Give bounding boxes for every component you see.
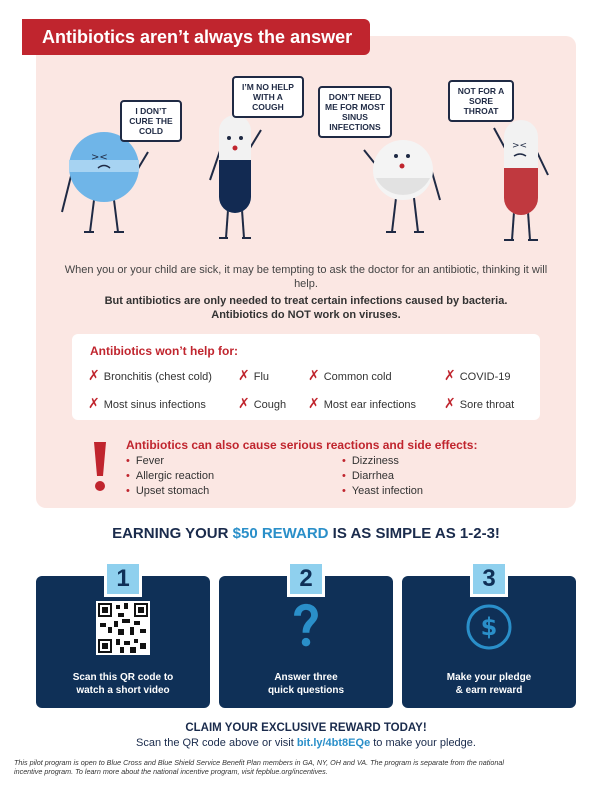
x-icon: ✗ [308, 395, 320, 411]
list-item: ✗ Most ear infections [308, 395, 417, 411]
wont-help-title: Antibiotics won’t help for: [90, 344, 238, 358]
svg-text:><: >< [91, 152, 108, 163]
intro-bold-line-1: But antibiotics are only needed to treat certain infections caused by bacteria. [104, 295, 508, 307]
claim-heading: CLAIM YOUR EXCLUSIVE REWARD TODAY! [185, 722, 427, 734]
list-item: • Dizziness [342, 455, 399, 467]
x-icon: ✗ [238, 367, 250, 383]
step-number: 3 [470, 561, 508, 597]
wont-help-card [72, 334, 540, 420]
list-item: • Yeast infection [342, 485, 423, 497]
intro-bold-line-2: Antibiotics do NOT work on viruses. [211, 309, 401, 321]
sign-sinus: DON’T NEED ME FOR MOST SINUS INFECTIONS [318, 86, 392, 138]
x-icon: ✗ [444, 395, 456, 411]
intro-bold-text [60, 294, 552, 322]
question-mark-icon [289, 602, 323, 650]
footer-disclaimer: This pilot program is open to Blue Cross and Blue Shield Service Benefit Plan members in GA, NY, OH and VA. The program is separate from the national incentive program. To learn more about the national incentive program, visit fepblue.org/incentives. [14, 758, 504, 776]
qr-code-icon[interactable] [96, 601, 150, 655]
step-number: 2 [287, 561, 325, 597]
x-icon: ✗ [238, 395, 250, 411]
svg-text:><: >< [512, 141, 528, 151]
list-item: ✗ COVID-19 [444, 367, 511, 383]
step-2-text: Answer three quick questions [267, 672, 345, 696]
pledge-link[interactable]: bit.ly/4bt8EQe [296, 737, 371, 749]
step-3-card [402, 565, 576, 708]
list-item: ✗ Flu [238, 367, 270, 383]
step-2-card [219, 565, 393, 708]
scan-instructions: Scan the QR code above or visit bit.ly/4bt8EQe to make your pledge. [136, 737, 476, 749]
list-item: ✗ Cough [238, 395, 287, 411]
step-number: 1 [104, 561, 142, 597]
step-3-text: Make your pledge & earn reward [446, 672, 532, 696]
list-item: • Upset stomach [126, 485, 209, 497]
list-item: ✗ Bronchitis (chest cold) [88, 367, 212, 383]
svg-text:$: $ [480, 613, 498, 641]
dollar-icon [464, 602, 514, 652]
earning-heading: EARNING YOUR $50 REWARD IS AS SIMPLE AS 1-2-3! [112, 525, 500, 542]
step-1-text: Scan this QR code to watch a short video [72, 672, 174, 696]
x-icon: ✗ [88, 367, 100, 383]
exclamation-icon [90, 440, 110, 492]
page-title: Antibiotics aren’t always the answer [22, 19, 370, 55]
list-item: • Allergic reaction [126, 470, 214, 482]
step-1-card [36, 565, 210, 708]
pill-characters-illustration [36, 60, 576, 260]
sign-cough: I’M NO HELP WITH A COUGH [232, 76, 304, 118]
list-item: • Diarrhea [342, 470, 394, 482]
x-icon: ✗ [88, 395, 100, 411]
list-item: • Fever [126, 455, 164, 467]
list-item: ✗ Most sinus infections [88, 395, 206, 411]
sign-sore-throat: NOT FOR A SORE THROAT [448, 80, 514, 122]
list-item: ✗ Sore throat [444, 395, 515, 411]
side-effects-title: Antibiotics can also cause serious reactions and side effects: [126, 438, 478, 452]
list-item: ✗ Common cold [308, 367, 392, 383]
x-icon: ✗ [444, 367, 456, 383]
x-icon: ✗ [308, 367, 320, 383]
intro-text: When you or your child are sick, it may be tempting to ask the doctor for an antibiotic, thinking it will help. [64, 264, 548, 290]
sign-cold: I DON’T CURE THE COLD [120, 100, 182, 142]
